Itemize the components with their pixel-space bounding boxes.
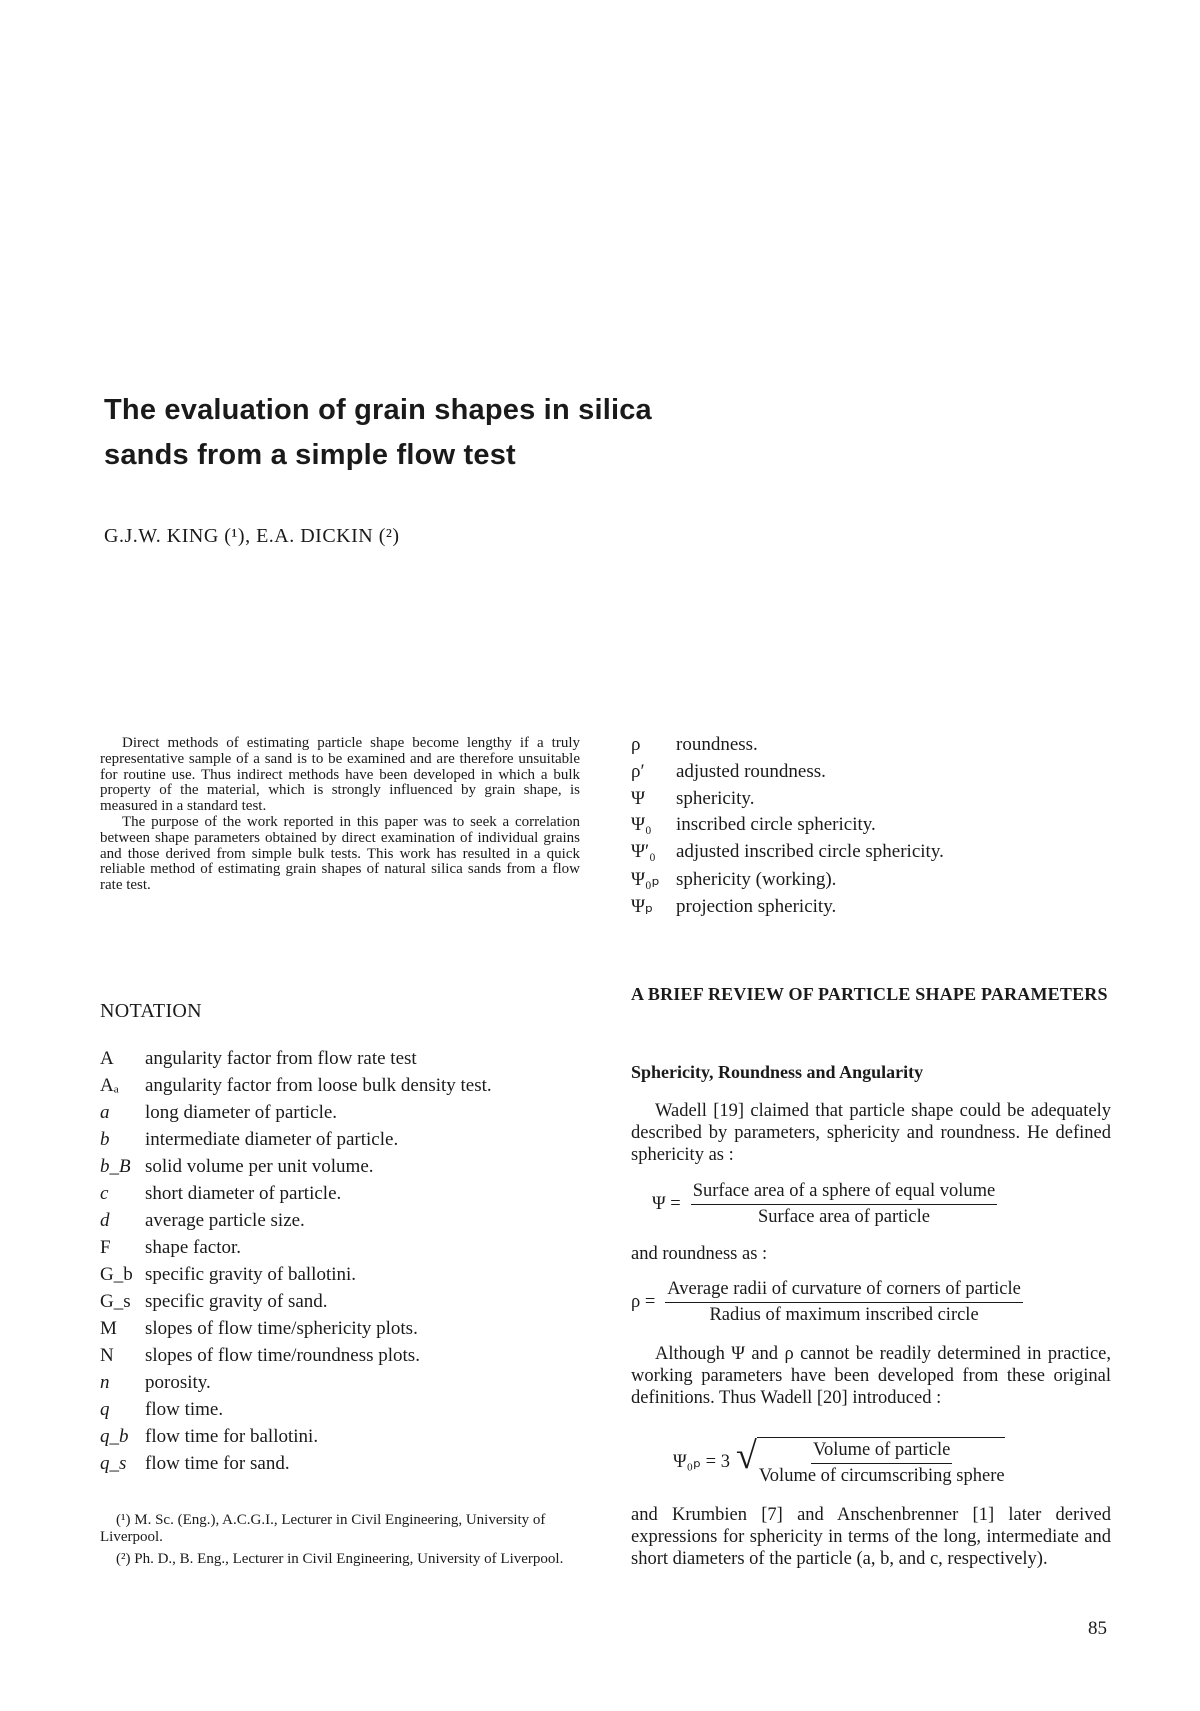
notation-row bbox=[100, 1345, 492, 1372]
notation-symbol: d bbox=[100, 1210, 110, 1231]
paragraph-working-parameters bbox=[631, 1343, 1111, 1409]
notation-description: roundness. bbox=[676, 734, 758, 755]
notation-row bbox=[100, 1318, 492, 1345]
notation-symbol: G_s bbox=[100, 1291, 131, 1312]
notation-description: angularity factor from loose bulk density test. bbox=[145, 1075, 492, 1096]
paper-title bbox=[104, 388, 804, 478]
notation-description: long diameter of particle. bbox=[145, 1102, 338, 1123]
notation-row bbox=[100, 1183, 492, 1210]
equation-fraction bbox=[691, 1181, 998, 1228]
notation-symbol: Aₐ bbox=[100, 1075, 119, 1096]
notation-symbol: q_s bbox=[100, 1453, 127, 1474]
notation-symbol: ρ bbox=[631, 734, 641, 755]
notation-row bbox=[100, 1048, 492, 1075]
notation-description: slopes of flow time/roundness plots. bbox=[145, 1345, 420, 1366]
notation-row bbox=[100, 1075, 492, 1102]
notation-row bbox=[100, 1453, 492, 1480]
notation-symbol: Ψ bbox=[631, 787, 646, 809]
title-line-2: sands from a simple flow test bbox=[104, 439, 516, 471]
equation-numerator: Surface area of a sphere of equal volume bbox=[691, 1181, 998, 1205]
notation-description: inscribed circle sphericity. bbox=[676, 814, 876, 836]
notation-row bbox=[631, 895, 944, 922]
abstract bbox=[100, 736, 580, 894]
paragraph-text: Wadell [19] claimed that particle shape could be adequately described by parameters, sphericity and roundness. He defined sphericity as : bbox=[631, 1101, 1111, 1165]
paragraph-text: Although Ψ and ρ cannot be readily determined in practice, working parameters have been developed from these original definitions. Thus Wadell [20] introduced : bbox=[631, 1344, 1111, 1408]
equation-lhs: Ψ₀ₚ = 3 bbox=[673, 1452, 730, 1472]
authors: G.J.W. KING (¹), E.A. DICKIN (²) bbox=[104, 525, 400, 547]
notation-symbol: Ψₚ bbox=[631, 895, 654, 917]
equation-denominator: Radius of maximum inscribed circle bbox=[709, 1305, 979, 1325]
paragraph-text: and roundness as : bbox=[631, 1244, 768, 1264]
equation-working-sphericity bbox=[673, 1437, 1005, 1487]
notation-description: flow time for sand. bbox=[145, 1453, 290, 1474]
notation-row bbox=[100, 1237, 492, 1264]
notation-description: projection sphericity. bbox=[676, 895, 837, 917]
notation-row bbox=[100, 1210, 492, 1237]
equation-numerator: Volume of particle bbox=[811, 1440, 952, 1464]
equation-lhs: Ψ = bbox=[652, 1194, 681, 1214]
notation-symbol: M bbox=[100, 1318, 117, 1339]
notation-description: sphericity. bbox=[676, 787, 755, 809]
notation-row bbox=[100, 1291, 492, 1318]
paragraph-wadell bbox=[631, 1100, 1111, 1166]
equation-denominator: Surface area of particle bbox=[757, 1207, 930, 1227]
abstract-paragraph-1: Direct methods of estimating particle shape become lengthy if a truly representative sample of a sand is to be examined and are therefore unsuitable for routine use. Thus indirect methods have been developed in which a bulk property of the material, which is strongly influenced by grain shape, is measured in a standard test. bbox=[100, 735, 580, 815]
equation-fraction bbox=[759, 1440, 1005, 1487]
notation-symbol: c bbox=[100, 1183, 109, 1204]
notation-symbol: q bbox=[100, 1399, 110, 1420]
footnotes bbox=[100, 1512, 578, 1573]
notation-description: flow time for ballotini. bbox=[145, 1426, 319, 1447]
equation-fraction bbox=[665, 1279, 1023, 1326]
equation-lhs: ρ = bbox=[631, 1292, 656, 1312]
radicand bbox=[757, 1437, 1005, 1487]
notation-description: flow time. bbox=[145, 1399, 224, 1420]
notation-description: porosity. bbox=[145, 1372, 211, 1393]
notation-symbol: N bbox=[100, 1345, 114, 1366]
notation-symbol: q_b bbox=[100, 1426, 129, 1447]
notation-row bbox=[100, 1426, 492, 1453]
footnote-2: (²) Ph. D., B. Eng., Lecturer in Civil Engineering, University of Liverpool. bbox=[116, 1551, 564, 1567]
equation-sphericity bbox=[652, 1181, 997, 1228]
notation-symbol: Ψ₀ bbox=[631, 814, 652, 836]
notation-row bbox=[100, 1102, 492, 1129]
notation-description: specific gravity of ballotini. bbox=[145, 1264, 357, 1285]
footnote-1: (¹) M. Sc. (Eng.), A.C.G.I., Lecturer in Civil Engineering, University of Liverpool. bbox=[100, 1512, 546, 1545]
notation-row bbox=[100, 1399, 492, 1426]
notation-row bbox=[631, 788, 944, 815]
notation-row bbox=[631, 734, 944, 761]
notation-symbol: b bbox=[100, 1129, 110, 1150]
notation-description: specific gravity of sand. bbox=[145, 1291, 328, 1312]
paragraph-krumbien bbox=[631, 1504, 1111, 1570]
notation-description: sphericity (working). bbox=[676, 868, 837, 890]
notation-heading: NOTATION bbox=[100, 1000, 202, 1022]
radical-icon: √ bbox=[735, 1435, 757, 1477]
notation-description: adjusted inscribed circle sphericity. bbox=[676, 841, 944, 863]
notation-description: average particle size. bbox=[145, 1210, 305, 1231]
notation-description: slopes of flow time/sphericity plots. bbox=[145, 1318, 418, 1339]
notation-row bbox=[100, 1129, 492, 1156]
paragraph-roundness-intro bbox=[631, 1243, 1111, 1265]
notation-row bbox=[631, 814, 944, 841]
notation-row bbox=[631, 761, 944, 788]
notation-description: adjusted roundness. bbox=[676, 760, 826, 782]
notation-symbol: F bbox=[100, 1237, 111, 1258]
equation-root bbox=[736, 1437, 1005, 1487]
notation-list bbox=[100, 1048, 492, 1480]
notation-symbol: Ψ′₀ bbox=[631, 841, 656, 863]
notation-description: angularity factor from flow rate test bbox=[145, 1048, 417, 1069]
paragraph-text: and Krumbien [7] and Anschenbrenner [1] later derived expressions for sphericity in terms of the long, intermediate and short diameters of the particle (a, b, and c, respectively). bbox=[631, 1505, 1111, 1569]
page-number: 85 bbox=[1088, 1618, 1107, 1639]
notation-row bbox=[100, 1264, 492, 1291]
notation-description: solid volume per unit volume. bbox=[145, 1156, 374, 1177]
notation-symbol: n bbox=[100, 1372, 110, 1393]
subsection-heading: Sphericity, Roundness and Angularity bbox=[631, 1062, 924, 1082]
notation-symbol: A bbox=[100, 1048, 114, 1069]
notation-description: short diameter of particle. bbox=[145, 1183, 342, 1204]
notation-row bbox=[631, 841, 944, 868]
notation-symbol: b_B bbox=[100, 1156, 131, 1177]
notation-description: shape factor. bbox=[145, 1237, 242, 1258]
equation-roundness bbox=[631, 1279, 1023, 1326]
notation-description: intermediate diameter of particle. bbox=[145, 1129, 399, 1150]
notation-symbol: a bbox=[100, 1102, 110, 1123]
notation-row bbox=[631, 868, 944, 895]
notation-row bbox=[100, 1156, 492, 1183]
notation-symbol: ρ′ bbox=[631, 760, 645, 782]
notation-greek-list bbox=[631, 734, 944, 922]
notation-symbol: G_b bbox=[100, 1264, 133, 1285]
notation-symbol: Ψ₀ₚ bbox=[631, 868, 660, 890]
notation-row bbox=[100, 1372, 492, 1399]
equation-numerator: Average radii of curvature of corners of particle bbox=[665, 1279, 1023, 1303]
abstract-paragraph-2: The purpose of the work reported in this paper was to seek a correlation between shape parameters obtained by direct examination of individual grains and those derived from simple bulk tests. This work has resulted in a quick reliable method of estimating grain shapes of natural silica sands from a flow rate test. bbox=[100, 813, 580, 894]
equation-denominator: Volume of circumscribing sphere bbox=[758, 1466, 1005, 1486]
section-heading: A BRIEF REVIEW OF PARTICLE SHAPE PARAMETERS bbox=[631, 984, 1108, 1004]
title-line-1: The evaluation of grain shapes in silica bbox=[104, 394, 652, 426]
